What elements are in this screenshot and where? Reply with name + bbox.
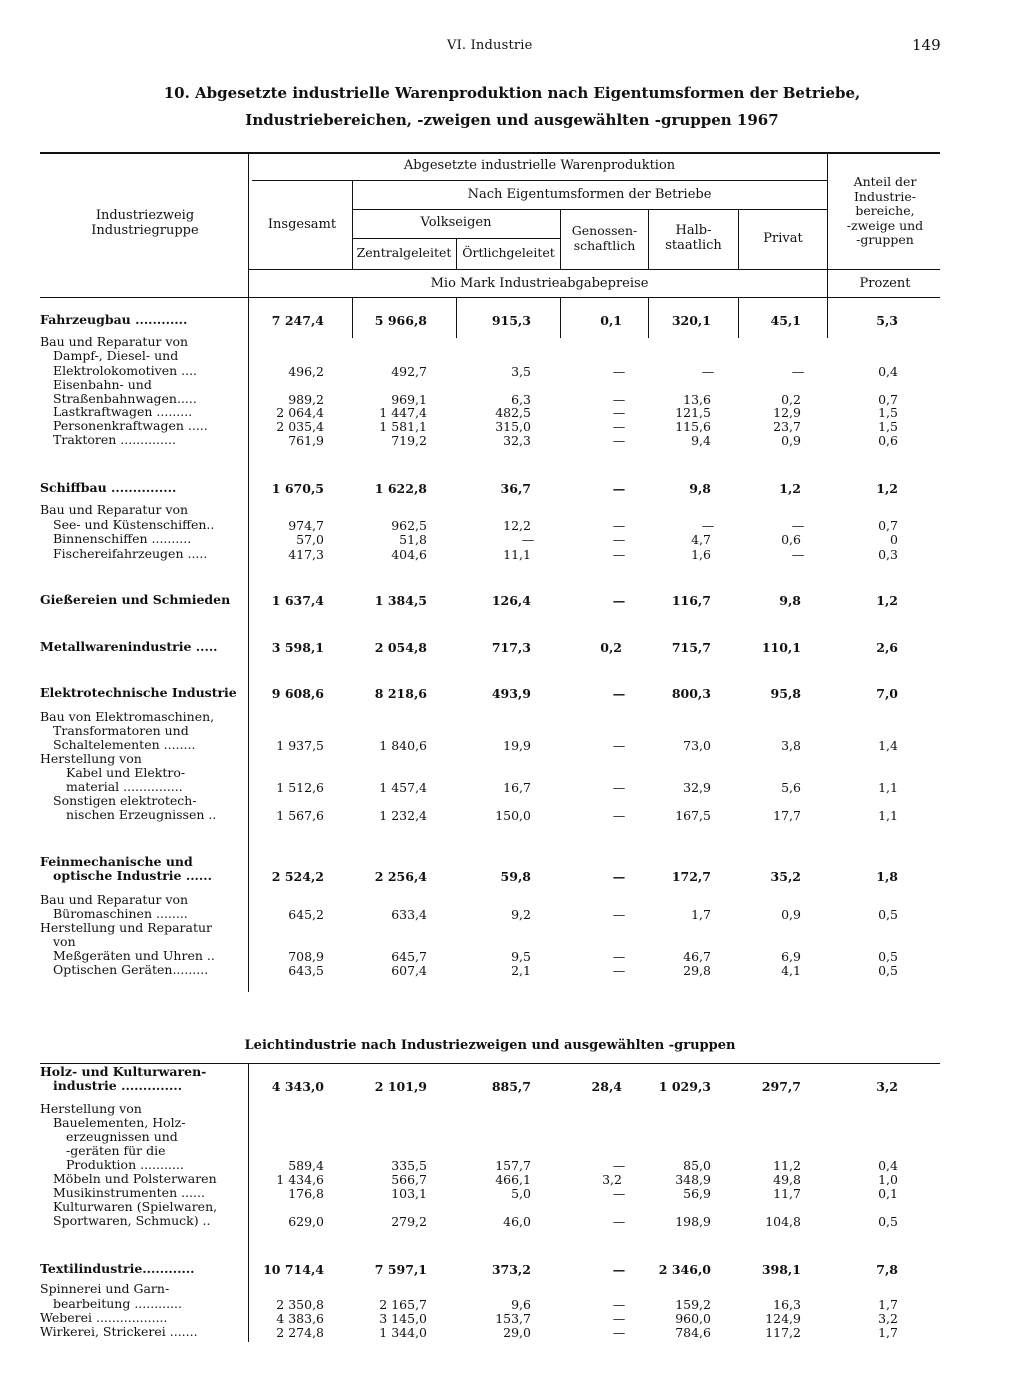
row-label: Holz- und Kulturwaren- bbox=[40, 1064, 207, 1079]
cell-value: 4 343,0 bbox=[271, 1079, 324, 1094]
cell-value: 1 447,4 bbox=[379, 405, 427, 420]
cell-value: 16,3 bbox=[773, 1297, 801, 1312]
cell-value: 3,5 bbox=[511, 364, 531, 379]
cell-value: 974,7 bbox=[288, 518, 324, 533]
cell-value: 335,5 bbox=[391, 1158, 427, 1173]
row-label: Kabel und Elektro- bbox=[66, 765, 186, 780]
cell-value: 645,2 bbox=[288, 907, 324, 922]
cell-value: — bbox=[612, 481, 626, 496]
cell-value: 29,8 bbox=[683, 963, 711, 978]
cell-value: 960,0 bbox=[675, 1311, 711, 1326]
hline-group-forms bbox=[352, 209, 827, 210]
cell-value: 9,6 bbox=[511, 1297, 531, 1312]
cell-value: 607,4 bbox=[391, 963, 427, 978]
cell-value: 708,9 bbox=[288, 949, 324, 964]
cell-value: — bbox=[612, 518, 626, 533]
cell-value: 32,3 bbox=[503, 433, 531, 448]
cell-value: — bbox=[612, 738, 626, 753]
cell-value: 124,9 bbox=[765, 1311, 801, 1326]
cell-value: 23,7 bbox=[773, 419, 801, 434]
cell-value: 73,0 bbox=[683, 738, 711, 753]
cell-value: 157,7 bbox=[495, 1158, 531, 1173]
row-label: Meßgeräten und Uhren .. bbox=[53, 948, 215, 963]
row-label: Herstellung und Reparatur bbox=[40, 920, 212, 935]
cell-value: 1,8 bbox=[876, 869, 898, 884]
cell-value: 1 384,5 bbox=[374, 593, 427, 608]
cell-value: 297,7 bbox=[761, 1079, 801, 1094]
page-number: 149 bbox=[912, 36, 941, 54]
cell-value: 1 232,4 bbox=[379, 808, 427, 823]
row-label: Bau und Reparatur von bbox=[40, 892, 189, 907]
cell-value: 279,2 bbox=[391, 1214, 427, 1229]
anteil-heading: Anteil der Industrie- bereiche, -zweige und -gruppen bbox=[846, 174, 924, 247]
cell-value: — bbox=[612, 1325, 626, 1340]
row-label: Eisenbahn- und bbox=[53, 377, 152, 392]
hline-unit bbox=[248, 269, 940, 270]
cell-value: 172,7 bbox=[671, 869, 711, 884]
halb-heading: Halb- staatlich bbox=[665, 223, 722, 253]
cell-value: — bbox=[612, 1214, 626, 1229]
cell-value: 482,5 bbox=[495, 405, 531, 420]
unit-pct-heading: Prozent bbox=[859, 276, 911, 291]
cell-value: 373,2 bbox=[491, 1262, 531, 1277]
row-label: erzeugnissen und bbox=[66, 1129, 178, 1144]
cell-value: 466,1 bbox=[495, 1172, 531, 1187]
cell-value: 0,6 bbox=[781, 532, 801, 547]
cell-value: 126,4 bbox=[491, 593, 531, 608]
row-label: nischen Erzeugnissen .. bbox=[66, 807, 217, 822]
row-label: Schiffbau ............... bbox=[40, 480, 177, 495]
cell-value: 7,8 bbox=[876, 1262, 898, 1277]
cell-value: 85,0 bbox=[683, 1158, 711, 1173]
row-label: Textilindustrie............ bbox=[40, 1261, 195, 1276]
cell-value: 2 256,4 bbox=[374, 869, 427, 884]
cell-value: 8 218,6 bbox=[374, 686, 427, 701]
cell-value: 7,0 bbox=[876, 686, 898, 701]
row-label: Elektrolokomotiven .... bbox=[53, 363, 198, 378]
row-label: Personenkraftwagen ..... bbox=[53, 418, 208, 433]
page-header bbox=[0, 36, 1024, 58]
cell-value: 117,2 bbox=[765, 1325, 801, 1340]
cell-value: 2 274,8 bbox=[276, 1325, 324, 1340]
cell-value: 1,7 bbox=[691, 907, 711, 922]
row-label: Herstellung von bbox=[40, 1101, 142, 1116]
cell-value: 2,1 bbox=[511, 963, 531, 978]
cell-value: 566,7 bbox=[391, 1172, 427, 1187]
cell-value: 2 350,8 bbox=[276, 1297, 324, 1312]
cell-value: 719,2 bbox=[391, 433, 427, 448]
cell-value: 715,7 bbox=[671, 640, 711, 655]
cell-value: — bbox=[612, 364, 626, 379]
cell-value: — bbox=[612, 963, 626, 978]
cell-value: 1,1 bbox=[878, 808, 898, 823]
row-label: optische Industrie ...... bbox=[53, 868, 212, 883]
cell-value: 5,3 bbox=[876, 313, 898, 328]
cell-value: 57,0 bbox=[296, 532, 324, 547]
cell-value: 5 966,8 bbox=[374, 313, 427, 328]
row-label: Weberei .................. bbox=[40, 1310, 168, 1325]
cell-value: 0,5 bbox=[878, 949, 898, 964]
cell-value: 1,1 bbox=[878, 780, 898, 795]
cell-value: — bbox=[612, 593, 626, 608]
cell-value: 17,7 bbox=[773, 808, 801, 823]
row-label: Metallwarenindustrie ..... bbox=[40, 639, 218, 654]
cell-value: 2 064,4 bbox=[276, 405, 324, 420]
cell-value: 1,4 bbox=[878, 738, 898, 753]
cell-value: 1 344,0 bbox=[379, 1325, 427, 1340]
row-label: Bauelementen, Holz- bbox=[53, 1115, 186, 1130]
row-label: Elektrotechnische Industrie bbox=[40, 685, 237, 700]
cell-value: 1,7 bbox=[878, 1325, 898, 1340]
zentral-heading: Zentralgeleitet bbox=[356, 245, 452, 260]
cell-value: 348,9 bbox=[675, 1172, 711, 1187]
cell-value: — bbox=[612, 532, 626, 547]
cell-value: 11,7 bbox=[773, 1186, 801, 1201]
cell-value: 643,5 bbox=[288, 963, 324, 978]
cell-value: 2 101,9 bbox=[374, 1079, 427, 1094]
cell-value: 46,0 bbox=[503, 1214, 531, 1229]
cell-value: 969,1 bbox=[391, 392, 427, 407]
cell-value: 2,6 bbox=[876, 640, 898, 655]
cell-value: 19,9 bbox=[503, 738, 531, 753]
cell-value: 11,1 bbox=[503, 547, 531, 562]
insgesamt-heading: Insgesamt bbox=[267, 217, 337, 232]
cell-value: 4,1 bbox=[781, 963, 801, 978]
cell-value: 1,7 bbox=[878, 1297, 898, 1312]
table-title-line2: Industriebereichen, -zweigen und ausgewählten -gruppen 1967 bbox=[245, 111, 779, 129]
cell-value: 9,8 bbox=[779, 593, 801, 608]
cell-value: 1 637,4 bbox=[271, 593, 324, 608]
cell-value: 496,2 bbox=[288, 364, 324, 379]
cell-value: 492,7 bbox=[391, 364, 427, 379]
cell-value: — bbox=[612, 1311, 626, 1326]
cell-value: 29,0 bbox=[503, 1325, 531, 1340]
row-label: Bau von Elektromaschinen, bbox=[40, 709, 215, 724]
cell-value: 1 434,6 bbox=[276, 1172, 324, 1187]
cell-value: — bbox=[701, 518, 715, 533]
cell-value: 0,5 bbox=[878, 963, 898, 978]
cell-value: 761,9 bbox=[288, 433, 324, 448]
row-label: Möbeln und Polsterwaren bbox=[53, 1171, 217, 1186]
cell-value: 9,5 bbox=[511, 949, 531, 964]
row-label: industrie .............. bbox=[53, 1078, 183, 1093]
cell-value: 629,0 bbox=[288, 1214, 324, 1229]
cell-value: 3,2 bbox=[876, 1079, 898, 1094]
cell-value: 9,8 bbox=[689, 481, 711, 496]
cell-value: 784,6 bbox=[675, 1325, 711, 1340]
cell-value: — bbox=[791, 547, 805, 562]
cell-value: 6,3 bbox=[511, 392, 531, 407]
cell-value: 1,5 bbox=[878, 419, 898, 434]
cell-value: 1 937,5 bbox=[276, 738, 324, 753]
cell-value: 0,7 bbox=[878, 518, 898, 533]
cell-value: 159,2 bbox=[675, 1297, 711, 1312]
row-label: Herstellung von bbox=[40, 751, 142, 766]
cell-value: 167,5 bbox=[675, 808, 711, 823]
volkseigen-heading: Volkseigen bbox=[420, 215, 492, 230]
cell-value: 115,6 bbox=[675, 419, 711, 434]
cell-value: 46,7 bbox=[683, 949, 711, 964]
cell-value: 13,6 bbox=[683, 392, 711, 407]
cell-value: 320,1 bbox=[671, 313, 711, 328]
cell-value: 3,2 bbox=[602, 1172, 622, 1187]
cell-value: — bbox=[612, 419, 626, 434]
row-label: Feinmechanische und bbox=[40, 854, 193, 869]
cell-value: 4 383,6 bbox=[276, 1311, 324, 1326]
cell-value: 198,9 bbox=[675, 1214, 711, 1229]
cell-value: 800,3 bbox=[671, 686, 711, 701]
cell-value: 0,5 bbox=[878, 1214, 898, 1229]
cell-value: 16,7 bbox=[503, 780, 531, 795]
cell-value: — bbox=[612, 808, 626, 823]
cell-value: 1 457,4 bbox=[379, 780, 427, 795]
cell-value: 95,8 bbox=[770, 686, 801, 701]
cell-value: 0,9 bbox=[781, 433, 801, 448]
cell-value: 3,2 bbox=[878, 1311, 898, 1326]
row-label: -geräten für die bbox=[66, 1143, 166, 1158]
row-label: Kulturwaren (Spielwaren, bbox=[53, 1199, 218, 1214]
cell-value: 1,2 bbox=[876, 593, 898, 608]
stub-heading: Industriezweig Industriegruppe bbox=[91, 208, 199, 238]
cell-value: 1,6 bbox=[691, 547, 711, 562]
cell-value: 0,6 bbox=[878, 433, 898, 448]
cell-value: 45,1 bbox=[770, 313, 801, 328]
cell-value: 36,7 bbox=[500, 481, 531, 496]
cell-value: — bbox=[612, 392, 626, 407]
cell-value: 9,4 bbox=[691, 433, 711, 448]
genossen-heading: Genossen- schaftlich bbox=[571, 223, 638, 253]
cell-value: 0 bbox=[890, 532, 898, 547]
cell-value: 1 622,8 bbox=[374, 481, 427, 496]
row-label: Transformatoren und bbox=[53, 723, 189, 738]
cell-value: 315,0 bbox=[495, 419, 531, 434]
cell-value: 915,3 bbox=[491, 313, 531, 328]
cell-value: 51,8 bbox=[399, 532, 427, 547]
row-label: Bau und Reparatur von bbox=[40, 502, 189, 517]
cell-value: 9 608,6 bbox=[271, 686, 324, 701]
row-label: Büromaschinen ........ bbox=[53, 906, 188, 921]
row-label: Fischereifahrzeugen ..... bbox=[53, 546, 208, 561]
cell-value: 0,9 bbox=[781, 907, 801, 922]
cell-value: 0,1 bbox=[878, 1186, 898, 1201]
cell-value: 49,8 bbox=[773, 1172, 801, 1187]
cell-value: 1 029,3 bbox=[658, 1079, 711, 1094]
cell-value: 0,3 bbox=[878, 547, 898, 562]
cell-value: 7 597,1 bbox=[374, 1262, 427, 1277]
cell-value: 0,1 bbox=[600, 313, 622, 328]
cell-value: 2 346,0 bbox=[658, 1262, 711, 1277]
cell-value: 56,9 bbox=[683, 1186, 711, 1201]
cell-value: 7 247,4 bbox=[271, 313, 324, 328]
oertlich-heading: Örtlichgeleitet bbox=[462, 245, 555, 260]
cell-value: 35,2 bbox=[770, 869, 801, 884]
row-label: Binnenschiffen .......... bbox=[53, 531, 192, 546]
cell-value: 10 714,4 bbox=[263, 1262, 324, 1277]
cell-value: — bbox=[612, 1186, 626, 1201]
privat-heading: Privat bbox=[763, 231, 803, 246]
cell-value: — bbox=[612, 405, 626, 420]
cell-value: 104,8 bbox=[765, 1214, 801, 1229]
cell-value: 28,4 bbox=[591, 1079, 622, 1094]
section-leichtindustrie-title: Leichtindustrie nach Industriezweigen und ausgewählten -gruppen bbox=[244, 1038, 736, 1053]
vline-stub bbox=[248, 154, 249, 992]
cell-value: 0,4 bbox=[878, 364, 898, 379]
cell-value: 885,7 bbox=[491, 1079, 531, 1094]
row-label: See- und Küstenschiffen.. bbox=[53, 517, 215, 532]
cell-value: 2 054,8 bbox=[374, 640, 427, 655]
cell-value: — bbox=[612, 1262, 626, 1277]
unit-mark-heading: Mio Mark Industrieabgabepreise bbox=[430, 276, 649, 291]
cell-value: 0,5 bbox=[878, 907, 898, 922]
cell-value: 2 165,7 bbox=[379, 1297, 427, 1312]
cell-value: 5,0 bbox=[511, 1186, 531, 1201]
cell-value: 1 512,6 bbox=[276, 780, 324, 795]
row-label: Straßenbahnwagen..... bbox=[53, 391, 197, 406]
row-label: bearbeitung ............ bbox=[53, 1296, 183, 1311]
row-label: Traktoren .............. bbox=[53, 432, 176, 447]
row-label: Schaltelementen ........ bbox=[53, 737, 196, 752]
row-label: material ............... bbox=[66, 779, 183, 794]
row-label: Gießereien und Schmieden bbox=[40, 592, 231, 607]
row-label: Bau und Reparatur von bbox=[40, 334, 189, 349]
cell-value: 717,3 bbox=[491, 640, 531, 655]
row-label: von bbox=[53, 934, 76, 949]
cell-value: — bbox=[612, 1297, 626, 1312]
row-label: Lastkraftwagen ......... bbox=[53, 404, 193, 419]
row-label: Sportwaren, Schmuck) .. bbox=[53, 1213, 211, 1228]
cell-value: 3 598,1 bbox=[271, 640, 324, 655]
cell-value: 1 581,1 bbox=[379, 419, 427, 434]
cell-value: — bbox=[612, 547, 626, 562]
cell-value: 3,8 bbox=[781, 738, 801, 753]
row-label: Sonstigen elektrotech- bbox=[53, 793, 197, 808]
row-label: Spinnerei und Garn- bbox=[40, 1281, 170, 1296]
vline-unit-anteil bbox=[827, 269, 828, 297]
cell-value: — bbox=[612, 869, 626, 884]
cell-value: 59,8 bbox=[500, 869, 531, 884]
cell-value: 493,9 bbox=[491, 686, 531, 701]
row-label: Dampf-, Diesel- und bbox=[53, 348, 179, 363]
cell-value: 1,2 bbox=[876, 481, 898, 496]
cell-value: — bbox=[791, 364, 805, 379]
cell-value: 1 670,5 bbox=[271, 481, 324, 496]
cell-value: 0,2 bbox=[600, 640, 622, 655]
cell-value: 417,3 bbox=[288, 547, 324, 562]
cell-value: 1,5 bbox=[878, 405, 898, 420]
cell-value: — bbox=[701, 364, 715, 379]
cell-value: 633,4 bbox=[391, 907, 427, 922]
group-forms-heading: Nach Eigentumsformen der Betriebe bbox=[467, 187, 712, 202]
cell-value: 645,7 bbox=[391, 949, 427, 964]
cell-value: — bbox=[612, 686, 626, 701]
cell-value: 1 840,6 bbox=[379, 738, 427, 753]
row-label: Wirkerei, Strickerei ....... bbox=[40, 1324, 198, 1339]
cell-value: — bbox=[612, 949, 626, 964]
cell-value: 5,6 bbox=[781, 780, 801, 795]
cell-value: 0,4 bbox=[878, 1158, 898, 1173]
cell-value: 2 524,2 bbox=[271, 869, 324, 884]
cell-value: 9,2 bbox=[511, 907, 531, 922]
cell-value: 110,1 bbox=[761, 640, 801, 655]
cell-value: 103,1 bbox=[391, 1186, 427, 1201]
hline-group-main bbox=[252, 180, 827, 181]
cell-value: 0,7 bbox=[878, 392, 898, 407]
cell-value: — bbox=[612, 907, 626, 922]
cell-value: 32,9 bbox=[683, 780, 711, 795]
cell-value: — bbox=[791, 518, 805, 533]
header-bottom-rule bbox=[40, 297, 940, 298]
table-top-rule bbox=[40, 152, 940, 154]
cell-value: 12,2 bbox=[503, 518, 531, 533]
cell-value: — bbox=[612, 780, 626, 795]
cell-value: 398,1 bbox=[761, 1262, 801, 1277]
cell-value: 4,7 bbox=[691, 532, 711, 547]
cell-value: 6,9 bbox=[781, 949, 801, 964]
cell-value: 2 035,4 bbox=[276, 419, 324, 434]
cell-value: — bbox=[521, 532, 535, 547]
cell-value: 1 567,6 bbox=[276, 808, 324, 823]
cell-value: 962,5 bbox=[391, 518, 427, 533]
row-label: Produktion ........... bbox=[66, 1157, 184, 1172]
cell-value: 153,7 bbox=[495, 1311, 531, 1326]
cell-value: 150,0 bbox=[495, 808, 531, 823]
cell-value: 12,9 bbox=[773, 405, 801, 420]
chapter-heading: VI. Industrie bbox=[447, 38, 533, 53]
row-label: Musikinstrumenten ...... bbox=[53, 1185, 205, 1200]
cell-value: 3 145,0 bbox=[379, 1311, 427, 1326]
cell-value: 589,4 bbox=[288, 1158, 324, 1173]
cell-value: 404,6 bbox=[391, 547, 427, 562]
cell-value: 1,2 bbox=[779, 481, 801, 496]
group-main-heading: Abgesetzte industrielle Warenproduktion bbox=[403, 158, 676, 173]
cell-value: 116,7 bbox=[671, 593, 711, 608]
cell-value: — bbox=[612, 1158, 626, 1173]
cell-value: 176,8 bbox=[288, 1186, 324, 1201]
cell-value: — bbox=[612, 433, 626, 448]
cell-value: 0,2 bbox=[781, 392, 801, 407]
cell-value: 1,0 bbox=[878, 1172, 898, 1187]
cell-value: 11,2 bbox=[773, 1158, 801, 1173]
cell-value: 121,5 bbox=[675, 405, 711, 420]
row-label: Fahrzeugbau ............ bbox=[40, 312, 188, 327]
cell-value: 989,2 bbox=[288, 392, 324, 407]
row-label: Optischen Geräten......... bbox=[53, 962, 209, 977]
table-title-line1: 10. Abgesetzte industrielle Warenproduktion nach Eigentumsformen der Betriebe, bbox=[163, 84, 861, 102]
